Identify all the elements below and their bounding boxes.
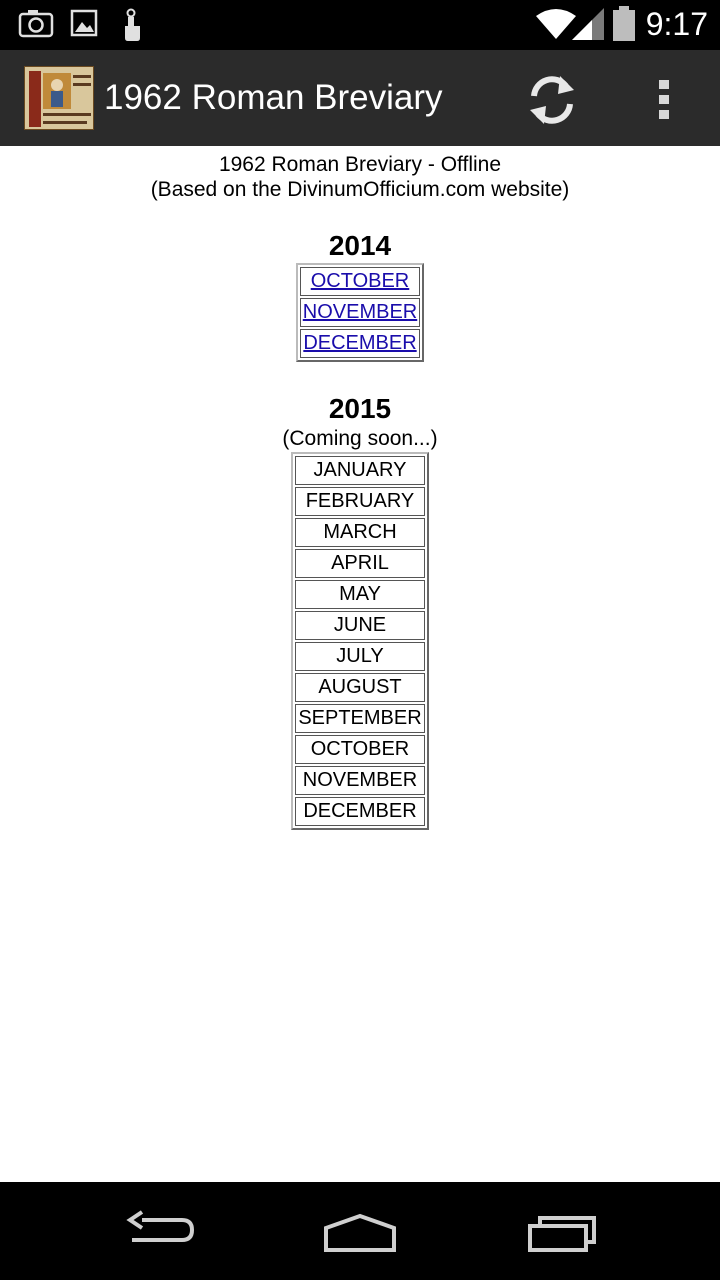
month-cell: FEBRUARY — [295, 487, 424, 516]
coming-soon-note: (Coming soon...) — [282, 427, 438, 450]
month-table-2014 — [296, 263, 424, 362]
overflow-menu-icon — [644, 111, 684, 128]
page-subheading: (Based on the DivinumOfficium.com website) — [150, 178, 570, 201]
refresh-icon — [522, 115, 582, 132]
month-cell: SEPTEMBER — [295, 704, 424, 733]
month-link-november-2014[interactable]: NOVEMBER — [302, 301, 418, 323]
wifi-icon — [536, 8, 576, 45]
navigation-bar — [0, 1182, 720, 1280]
image-icon — [70, 8, 98, 43]
month-link-december-2014[interactable]: DECEMBER — [303, 332, 417, 354]
camera-icon — [18, 8, 54, 43]
back-button[interactable] — [122, 1206, 202, 1256]
home-icon — [320, 1243, 400, 1260]
back-icon — [122, 1243, 202, 1260]
month-cell — [300, 267, 420, 296]
month-cell: APRIL — [295, 549, 424, 578]
month-cell: JANUARY — [295, 456, 424, 485]
year-heading-2015: 2015 — [328, 393, 392, 424]
app-title: 1962 Roman Breviary — [104, 78, 443, 117]
month-link-october-2014[interactable]: OCTOBER — [310, 270, 410, 292]
action-bar — [0, 50, 720, 146]
home-button[interactable] — [320, 1206, 400, 1256]
year-heading-2014: 2014 — [328, 230, 392, 261]
month-cell: AUGUST — [295, 673, 424, 702]
app-logo-icon[interactable] — [24, 66, 94, 130]
month-cell: OCTOBER — [295, 735, 424, 764]
month-table-2015 — [291, 452, 428, 830]
page-heading: 1962 Roman Breviary - Offline — [218, 153, 502, 176]
web-content — [0, 146, 720, 1182]
month-cell: NOVEMBER — [295, 766, 424, 795]
refresh-button[interactable] — [522, 72, 582, 128]
recents-button[interactable] — [522, 1206, 602, 1256]
month-cell: MARCH — [295, 518, 424, 547]
month-cell — [300, 329, 420, 358]
overflow-menu-button[interactable] — [644, 76, 684, 124]
month-cell: MAY — [295, 580, 424, 609]
month-cell — [300, 298, 420, 327]
battery-icon — [612, 6, 636, 47]
touch-icon — [120, 8, 146, 47]
status-bar — [0, 0, 720, 50]
signal-icon — [572, 8, 604, 45]
month-cell: JULY — [295, 642, 424, 671]
recents-icon — [522, 1243, 602, 1260]
month-cell: DECEMBER — [295, 797, 424, 826]
status-time: 9:17 — [645, 6, 708, 42]
month-cell: JUNE — [295, 611, 424, 640]
